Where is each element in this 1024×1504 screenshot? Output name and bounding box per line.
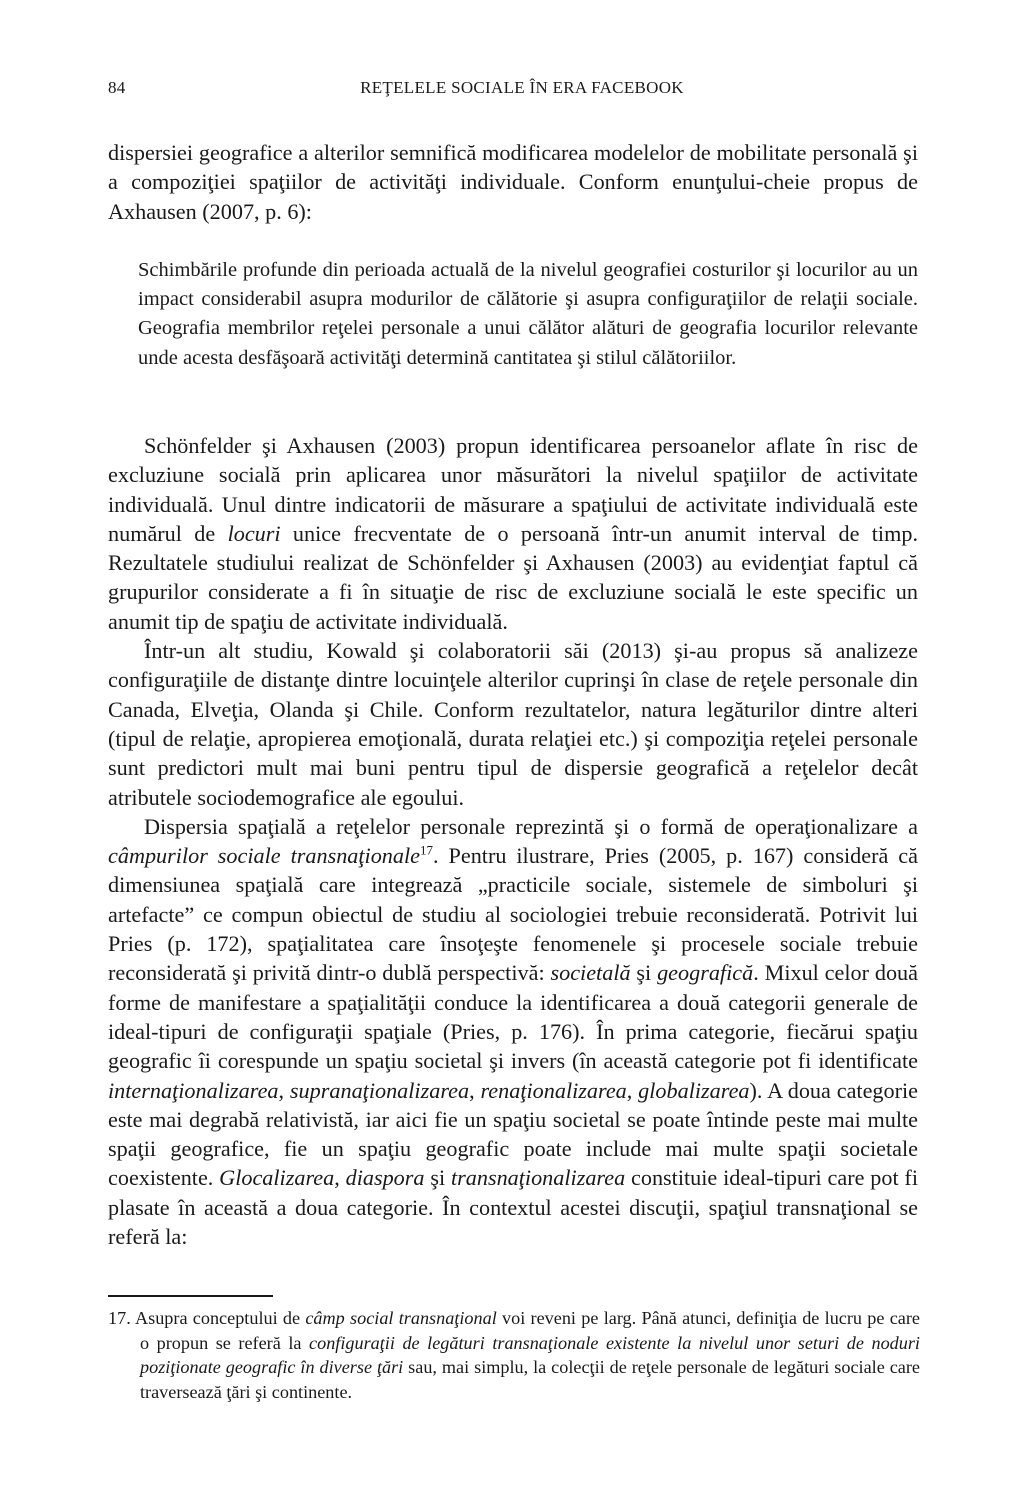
text-run: sau, mai simplu, la colecţii de reţele personale de legături sociale care traversează ţări şi continente. — [140, 1357, 920, 1402]
main-body — [108, 431, 918, 1251]
text-run: voi reveni pe larg. Până atunci, definiţia de lucru pe care o propun se referă la — [140, 1308, 920, 1353]
text-run: , — [626, 1077, 639, 1103]
italic-term: geografică — [657, 960, 754, 986]
text-run: Schönfelder şi Axhausen (2003) propun identificarea persoanelor aflate în risc de excluziune socială prin aplicarea unor măsurători la nivelul spaţiilor de activitate individuală. Unul dintre indicatorii de măsurare a spaţiului de activitate individuală este numărul de — [108, 433, 918, 546]
italic-term: supranaţionalizarea — [289, 1077, 470, 1103]
text-run: şi — [424, 1165, 451, 1191]
text-run: şi — [630, 960, 658, 986]
italic-term: renaţionalizarea — [480, 1077, 627, 1103]
block-quote — [138, 256, 918, 373]
italic-term: câmpurilor sociale transnaţionale — [108, 843, 421, 869]
text-run: Asupra conceptului de — [135, 1308, 306, 1328]
text-run: , — [334, 1165, 346, 1191]
paragraph-kowald: Într-un alt studiu, Kowald şi colaboratorii săi (2013) şi-au propus să analizeze configuraţiile de distanţe dintre locuinţele alterilor cuprinşi în clase de reţele personale din Canada, Elveţia, Olanda şi Chile. Conform rezultatelor, natura legăturilor dintre alteri (tipul de relaţie, apropierea emoţională, durata relaţiei etc.) şi compoziţia reţelei personale sunt predictori mult mai buni pentru tipul de dispersie geografică a reţelelor decât atributele sociodemografice ale egoului. — [108, 638, 918, 810]
italic-term: societală — [550, 960, 631, 986]
text-run: . Pentru ilustrare, Pries (2005, p. 167) consideră că dimensiunea spaţială care integrează „practicile sociale, sistemele de simboluri şi artefacte” ce compun obiectul de studiu al sociologiei trebuie reconsiderată. Potrivit lui Pries (p. 172), spaţialitatea care însoţeşte fenomenele şi procesele sociale trebuie reconsiderată şi privită dintr-o dublă perspectivă: — [108, 843, 918, 986]
block-quote-text: Schimbările profunde din perioada actuală de la nivelul geografiei costurilor şi locurilor au un impact considerabil asupra modurilor de călătorie şi asupra configuraţiilor de relaţii sociale. Geografia membrilor reţelei personale a unui călător alături de geografia locurilor relevante unde acesta desfăşoară activităţi determină cantitatea şi stilul călătoriilor. — [138, 259, 918, 369]
text-run: ). A doua categorie este mai degrabă relativistă, iar aici fie un spaţiu societal se poate întinde peste mai multe spaţii geografice, fie un spaţiu geografic poate include mai multe spaţii societale coexistente. — [108, 1077, 919, 1191]
intro-paragraph — [108, 138, 918, 226]
italic-term: configuraţii de legături transnaţionale existente la nivelul unor seturi de noduri poziţionate geografic în diverse ţări — [140, 1332, 920, 1377]
italic-term: locuri — [227, 520, 281, 546]
italic-term: Glocalizarea — [219, 1165, 335, 1191]
text-run: unice frecventate de o persoană într-un anumit interval de timp. Rezultatele studiului realizat de Schönfelder şi Axhausen (2003) au evidenţiat faptul că grupurilor considerate a fi în situaţie de risc de excluziune socială le este specific un anumit tip de spaţiu de activitate individuală. — [108, 520, 918, 634]
italic-term: câmp social transnaţional — [305, 1308, 497, 1328]
footnote-number: 17. — [108, 1308, 135, 1328]
text-run: constituie ideal-tipuri care pot fi plasate în această a doua categorie. În contextul acestei discuţii, spaţiul transnaţional se referă la: — [108, 1165, 918, 1250]
text-run: , — [469, 1077, 481, 1103]
text-run: . Mixul celor două forme de manifestare a spaţialităţii conduce la identificarea a două categorii generale de ideal-tipuri de configuraţii spaţiale (Pries, p. 176). În prima categorie, fiecărui spaţiu geografic îi corespunde un spaţiu societal şi invers (în această categorie pot fi identificate — [108, 960, 918, 1074]
italic-term: transnaţionalizarea — [450, 1165, 626, 1191]
footnote-reference[interactable]: 17 — [420, 842, 434, 858]
paragraph-schonfelder — [108, 431, 918, 636]
paragraph-dispersia — [108, 812, 918, 1251]
italic-term: globalizarea — [638, 1077, 750, 1103]
page-number: 84 — [108, 78, 126, 97]
italic-term: internaţionalizarea — [108, 1077, 279, 1103]
footnote-17 — [108, 1306, 920, 1404]
italic-term: diaspora — [345, 1165, 425, 1191]
running-title: REŢELELE SOCIALE ÎN ERA FACEBOOK — [360, 78, 684, 97]
text-run: , — [278, 1077, 290, 1103]
footnote-separator — [108, 1295, 273, 1297]
intro-paragraph-text: dispersiei geografice a alterilor semnifică modificarea modelelor de mobilitate personală şi a compoziţiei spaţiilor de activităţi individuale. Conform enunţului-cheie propus de Axhausen (2007, p. 6): — [108, 140, 918, 224]
text-run: Dispersia spaţială a reţelelor personale reprezintă şi o formă de operaţionalizare a — [144, 813, 918, 839]
